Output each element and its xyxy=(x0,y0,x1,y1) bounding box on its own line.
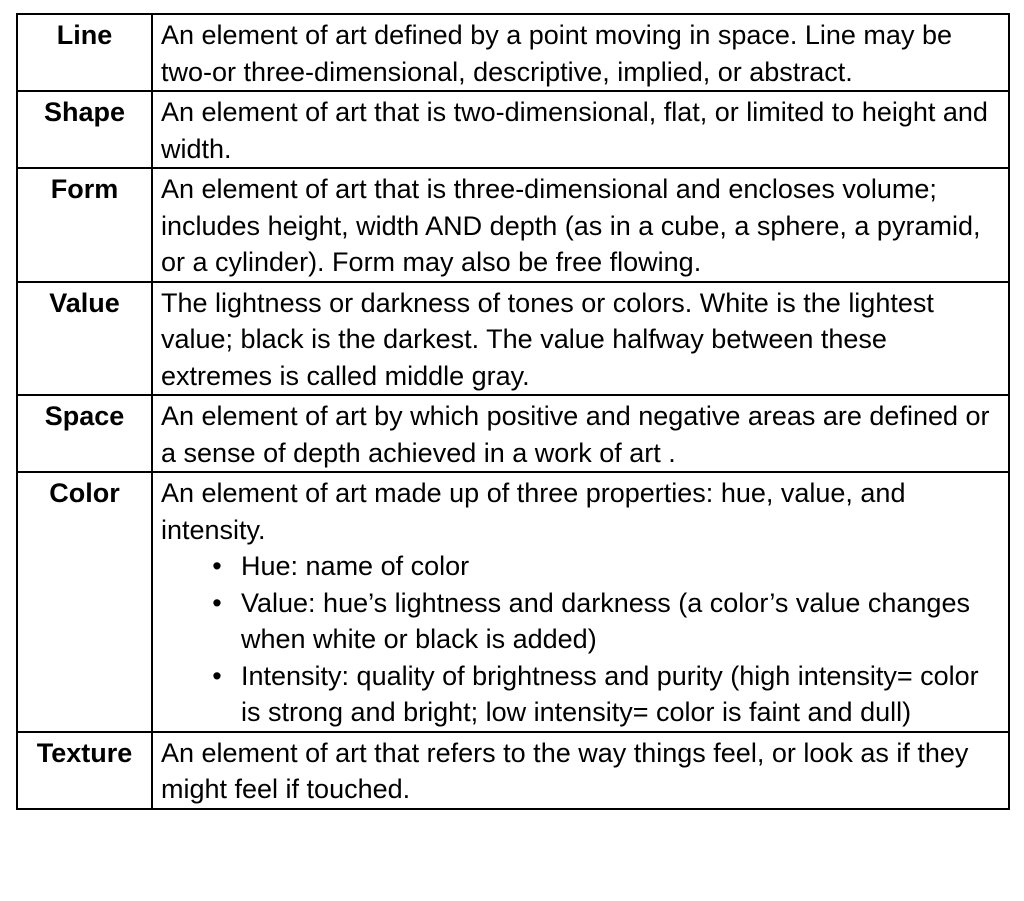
table-row xyxy=(17,168,1009,282)
term-color: Color xyxy=(17,472,152,732)
bullet-icon: • xyxy=(212,660,222,691)
definition-text: An element of art that refers to the way things feel, or look as if they might feel if touched. xyxy=(161,737,969,804)
term-texture: Texture xyxy=(17,732,152,809)
bullet-icon: • xyxy=(212,551,222,581)
definition-line xyxy=(152,14,1009,91)
table-row xyxy=(17,732,1009,809)
list-item xyxy=(207,658,1002,731)
term-space: Space xyxy=(17,395,152,472)
term-shape: Shape xyxy=(17,91,152,168)
list-item-text: Intensity: quality of brightness and purity (high intensity= color is strong and bright; low intensity= color is faint and dull) xyxy=(241,660,979,727)
definition-color xyxy=(152,472,1009,732)
bullet-icon: • xyxy=(212,587,222,618)
definition-text: An element of art that is two-dimensional, flat, or limited to height and width. xyxy=(161,97,988,164)
elements-of-art-table xyxy=(16,13,1010,810)
table-row xyxy=(17,91,1009,168)
table-row xyxy=(17,282,1009,396)
definition-value xyxy=(152,282,1009,396)
definition-text: An element of art that is three-dimensional and encloses volume; includes height, width AND depth (as in a cube, a sphere, a pyramid, or a cylinder). Form may also be free flowing. xyxy=(161,174,981,277)
definition-space xyxy=(152,395,1009,472)
definition-text: The lightness or darkness of tones or colors. White is the lightest value; black is the darkest. The value halfway between these extremes is called middle gray. xyxy=(161,287,934,391)
list-item xyxy=(207,585,1002,658)
term-value: Value xyxy=(17,282,152,396)
definition-text: An element of art by which positive and negative areas are defined or a sense of depth achieved in a work of art . xyxy=(161,401,990,468)
list-item-text: Hue: name of color xyxy=(241,551,470,581)
term-line: Line xyxy=(17,14,152,91)
definition-texture xyxy=(152,732,1009,809)
definition-form xyxy=(152,168,1009,282)
definition-shape xyxy=(152,91,1009,168)
definition-text: An element of art defined by a point moving in space. Line may be two-or three-dimensional, descriptive, implied, or abstract. xyxy=(161,20,952,87)
color-properties-list xyxy=(161,548,1002,731)
table-row xyxy=(17,472,1009,732)
list-item xyxy=(207,548,1002,585)
definition-text: An element of art made up of three properties: hue, value, and intensity. xyxy=(161,478,906,545)
term-form: Form xyxy=(17,168,152,282)
table-row xyxy=(17,395,1009,472)
table-row xyxy=(17,14,1009,91)
list-item-text: Value: hue’s lightness and darkness (a color’s value changes when white or black is added) xyxy=(241,587,970,654)
